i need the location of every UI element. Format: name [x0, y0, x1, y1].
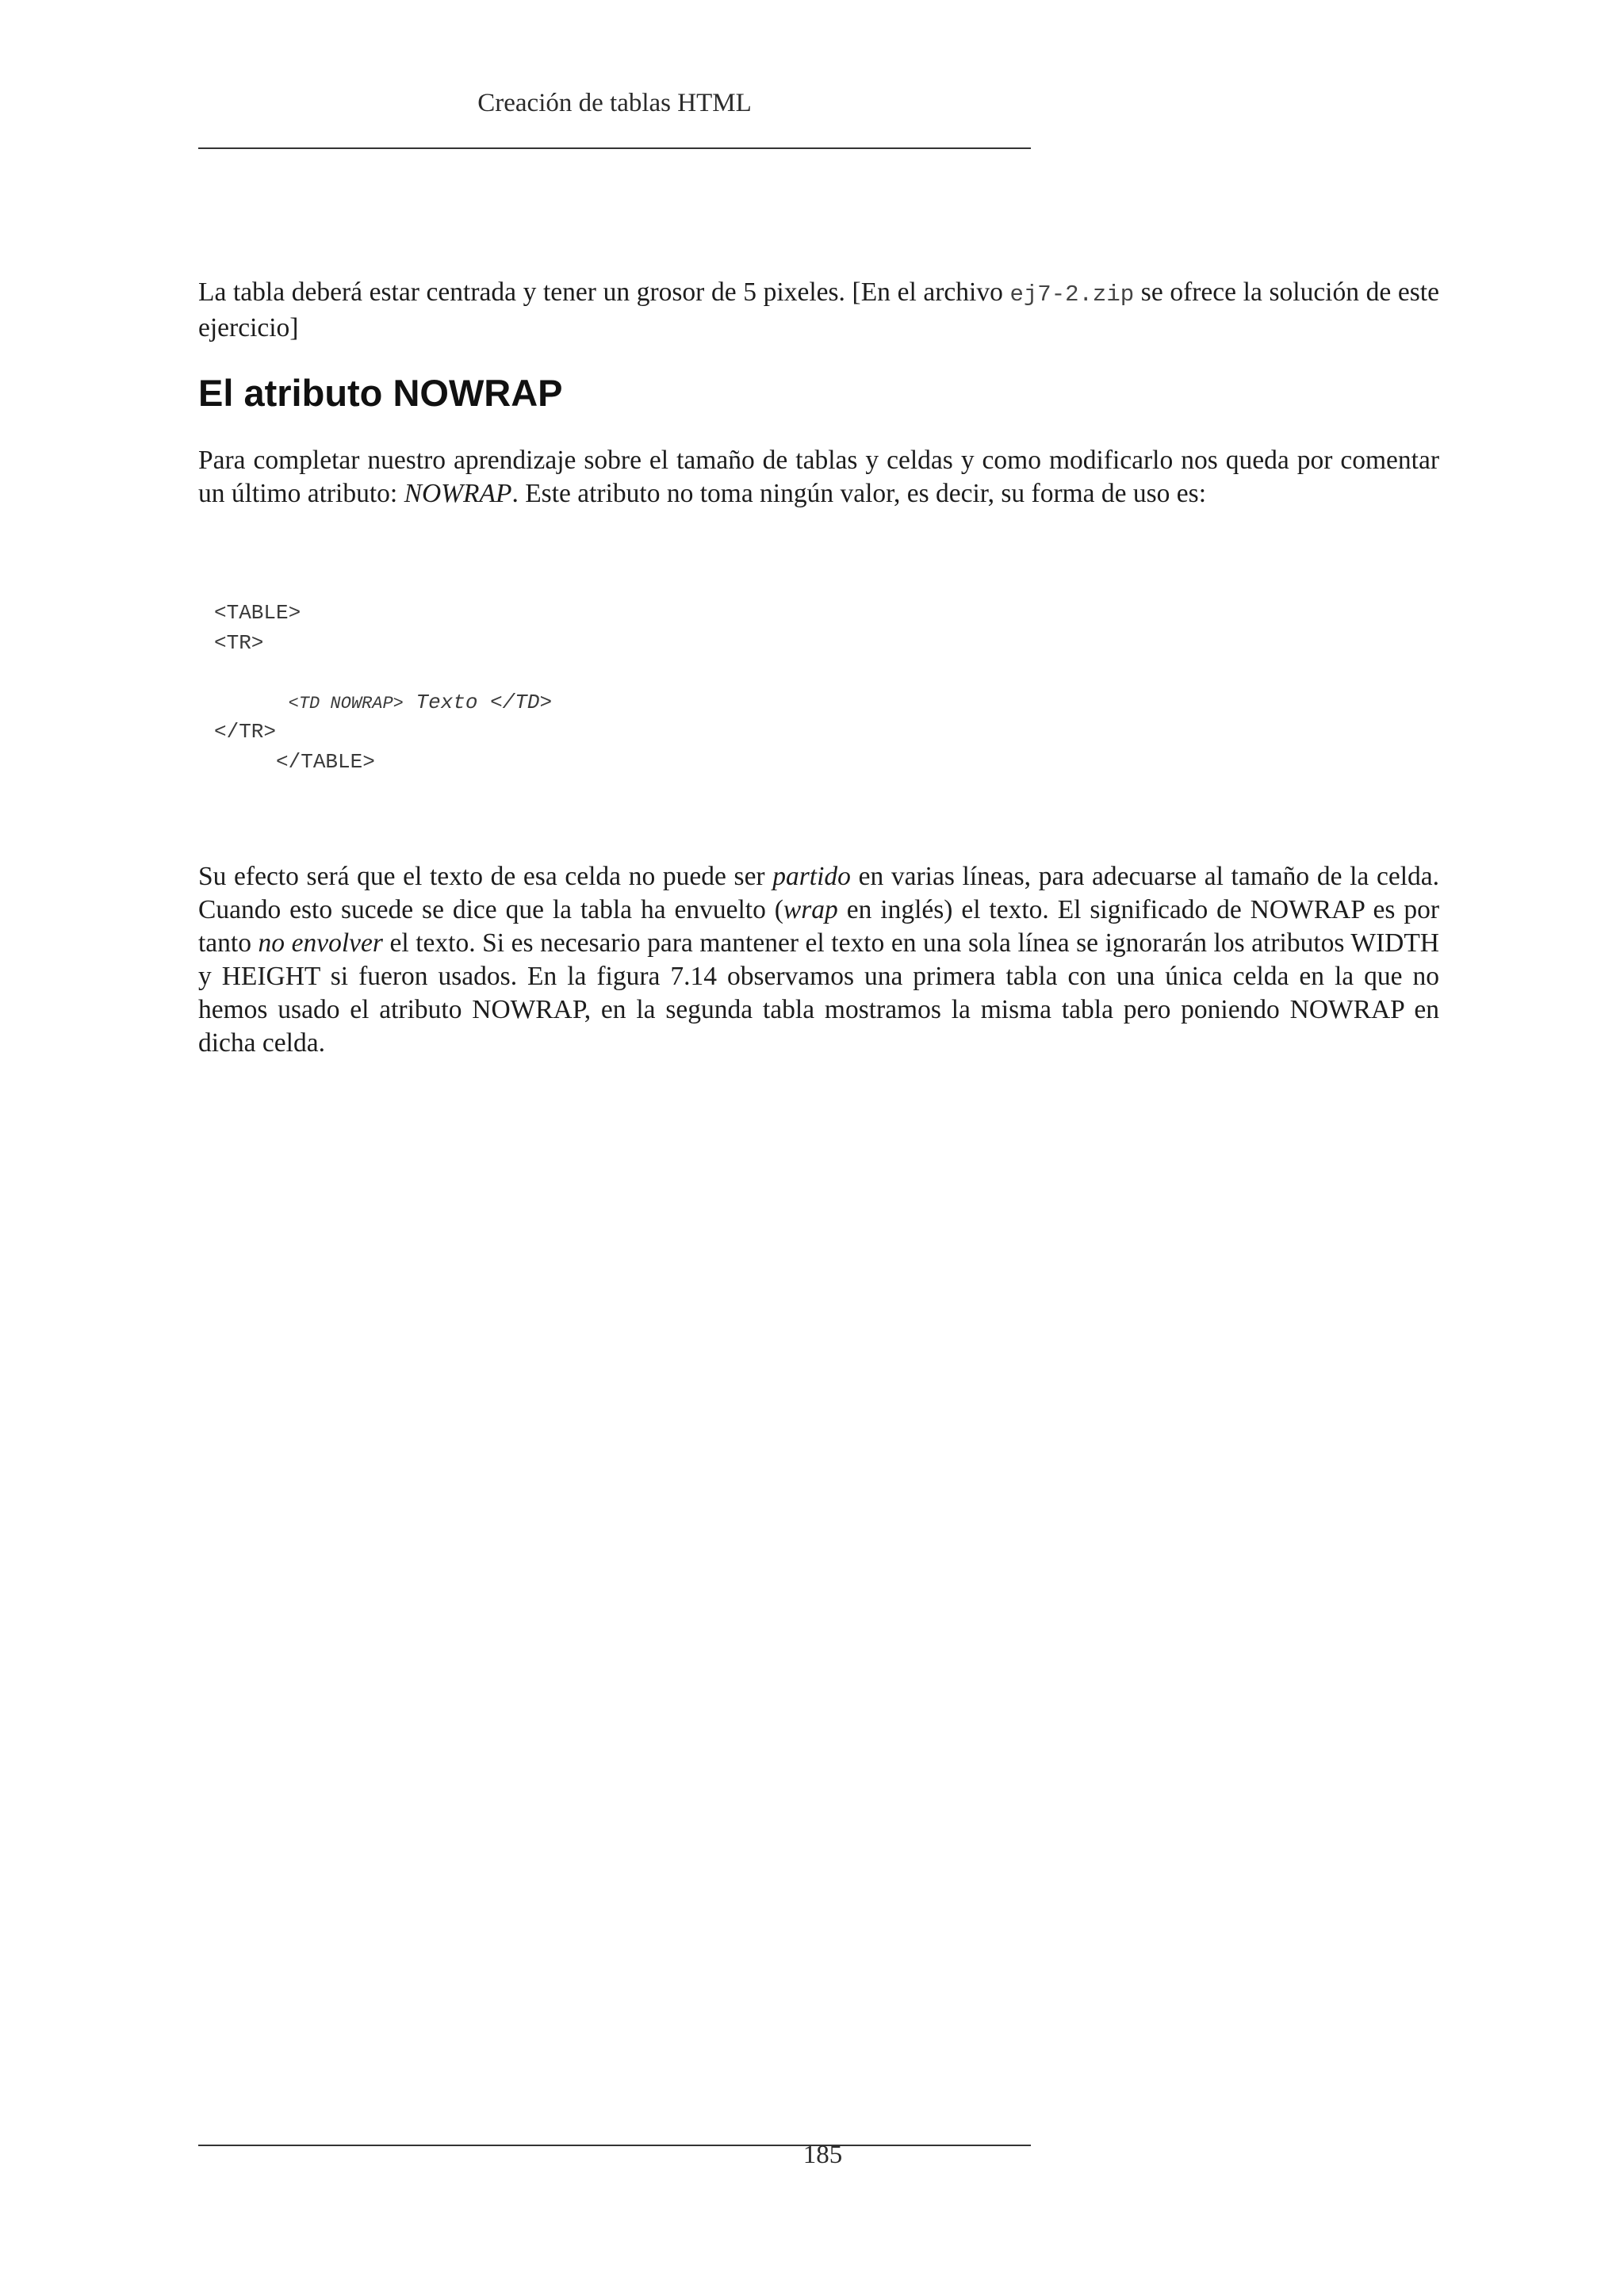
- paragraph-text: en inglés) el texto. El significado de NOWRAP es por tanto: [198, 895, 1440, 958]
- code-td-text: Texto </TD>: [403, 690, 553, 714]
- code-td-tag: <TD NOWRAP>: [288, 693, 404, 714]
- code-line: <TR>: [214, 630, 264, 655]
- filename-code: ej7-2.zip: [1009, 281, 1135, 308]
- code-example-block: [214, 599, 552, 777]
- paragraph-text: en varias líneas, para adecuarse al tamaño de la celda. Cuando esto sucede se dice que la tabla ha envuelto (: [198, 862, 1439, 924]
- page-number: 185: [802, 2141, 843, 2169]
- paragraph-text: La tabla deberá estar centrada y tener un grosor de 5 pixeles. [En el archivo: [198, 277, 1010, 307]
- code-line: </TABLE>: [214, 749, 375, 774]
- emphasis-no-envolver: no envolver: [258, 928, 383, 958]
- code-line: <TABLE>: [214, 601, 301, 625]
- paragraph-nowrap-effect: [198, 860, 1439, 1060]
- paragraph-exercise-note: [198, 276, 1439, 345]
- paragraph-text: Para completar nuestro aprendizaje sobre el tamaño de tablas y celdas y como modificarlo nos queda por comentar un último atributo:: [198, 446, 1439, 508]
- section-heading: El atributo NOWRAP: [198, 372, 563, 414]
- code-line: [214, 688, 552, 718]
- emphasis-wrap: wrap: [783, 895, 838, 924]
- paragraph-text: se ofrece la solución de este ejercicio]: [198, 277, 1439, 342]
- header-rule: [198, 147, 1031, 149]
- running-header-title: Creación de tablas HTML: [477, 89, 752, 117]
- paragraph-text: . Este atributo no toma ningún valor, es decir, su forma de uso es:: [511, 479, 1207, 508]
- code-line: </TR>: [214, 720, 277, 744]
- paragraph-text: el texto. Si es necesario para mantener el texto en una sola línea se ignorarán los atributos WIDTH y HEIGHT si fueron usados. En la figura 7.14 observamos una primera tabla con una única celda en la que no hemos usado el atributo NOWRAP, en la segunda tabla mostramos la misma tabla pero poniendo NOWRAP en dicha celda.: [198, 928, 1439, 1058]
- paragraph-intro-nowrap: [198, 444, 1439, 511]
- code-indent: [214, 691, 289, 714]
- attribute-name-italic: NOWRAP: [404, 479, 512, 508]
- emphasis-partido: partido: [772, 862, 851, 891]
- paragraph-text: Su efecto será que el texto de esa celda no puede ser: [198, 862, 773, 891]
- code-line-blank: [214, 658, 552, 688]
